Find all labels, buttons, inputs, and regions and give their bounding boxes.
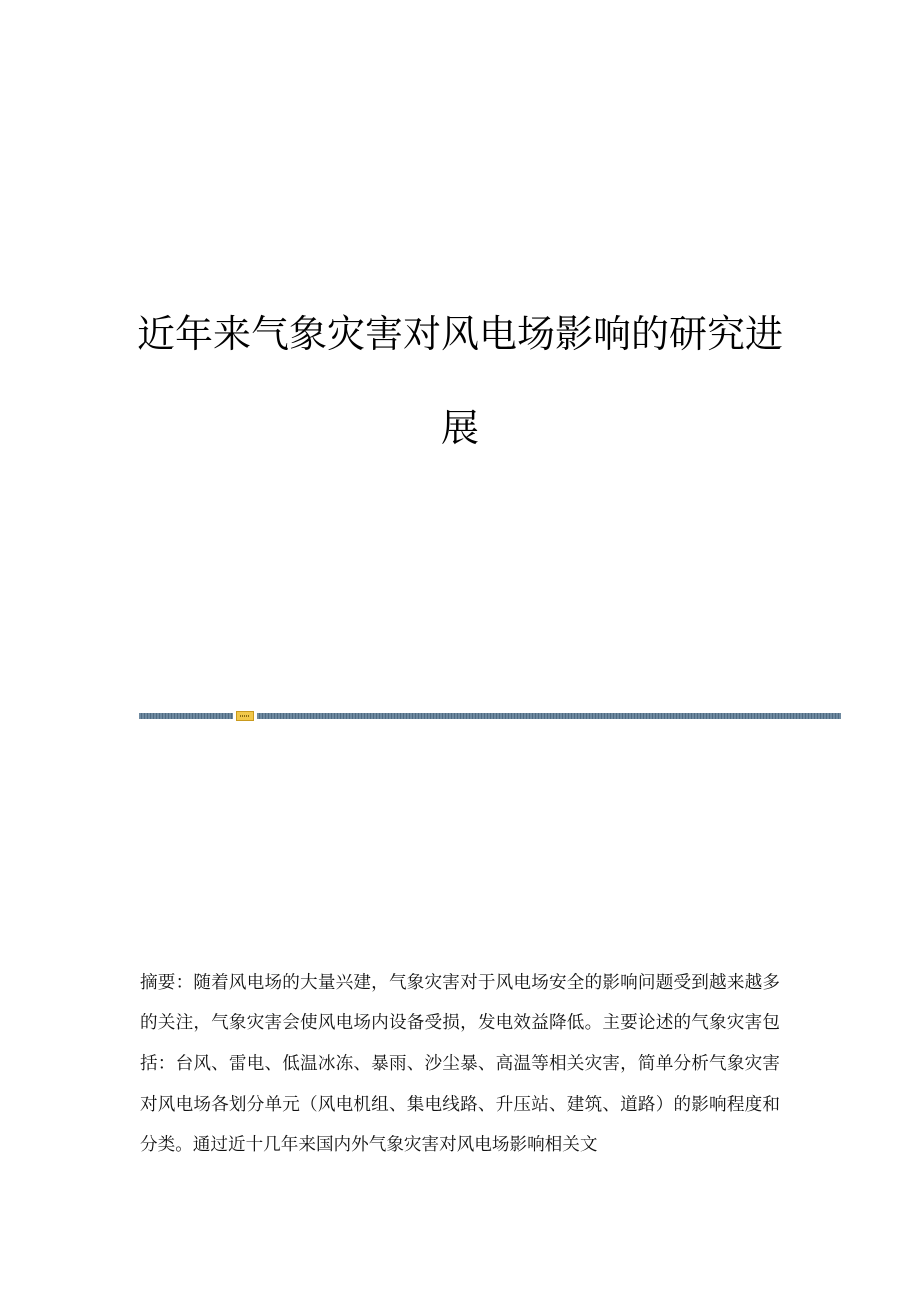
document-title: 近年来气象灾害对风电场影响的研究进展: [136, 312, 783, 451]
abstract-paragraph: 摘要：随着风电场的大量兴建，气象灾害对于风电场安全的影响问题受到越来越多的关注，气象灾害会使风电场内设备受损，发电效益降低。主要论述的气象灾害包括：台风、雷电、低温冰冻、暴雨、沙尘暴、高温等相关灾害，简单分析气象灾害对风电场各划分单元（风电机组、集电线路、升压站、建筑、道路）的影响程度和分类。通过近十几年来国内外气象灾害对风电场影响相关文: [140, 972, 780, 1156]
divider-bar-left: [139, 713, 233, 719]
section-divider: [139, 711, 841, 721]
divider-bar-right: [257, 713, 841, 719]
divider-ornament-icon: [236, 711, 254, 721]
